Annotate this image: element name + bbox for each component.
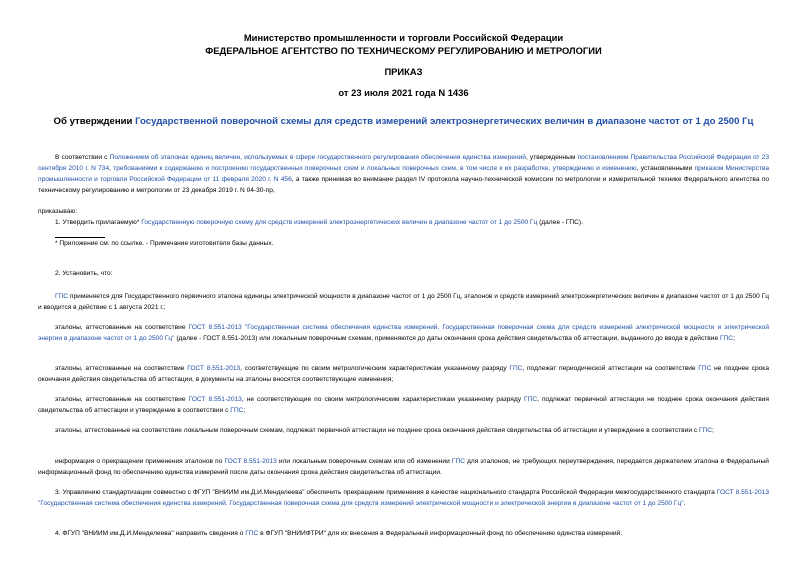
- preamble-paragraph: [38, 152, 769, 196]
- info-text: информация о прекращении применения эталонов по: [55, 458, 225, 465]
- info-text: для эталонов, не требующих переутверждения, передается держателем эталона в Федеральный информационный фонд по обеспечению единства измерений после даты окончания срока действия свидетельства об аттестации.: [38, 458, 769, 476]
- etalon-4-text: эталоны, аттестованные на соответствие локальным поверочным схемам, подлежат первичной аттестации не позднее срока окончания действия свидетельства об аттестации и утверждение в соответствии с: [55, 427, 699, 434]
- item-4: [55, 528, 622, 539]
- document-title: [0, 116, 807, 127]
- preamble-link-decree[interactable]: постановлением Правительства Российской Федерации от 23 сентября 2010 г. N 734: [38, 154, 769, 172]
- item-3: [38, 487, 769, 509]
- etalon-paragraph-4: [38, 425, 769, 436]
- preamble-text: , а также принимая во внимание раздел IV протокола научно-технической комиссии по метрологии и измерительной технике Федерального агентства по техническому регулированию и метрологии от 23 декабря 2019 г. N 04-30-пр,: [38, 176, 769, 194]
- etalon-2-text: , соответствующие по своим метрологическим характеристикам указанному разряду: [240, 365, 510, 372]
- gps-paragraph: [38, 291, 769, 313]
- etalon-4-text: ;: [712, 427, 714, 434]
- info-text: или локальным поверочным схемам или об изменении: [276, 458, 452, 465]
- gps-text: применяется для Государственного первичного эталона единицы электрической мощности в диапазоне частот от 1 до 2500 Гц, эталонов и средств измерений электроэнергетических величин в диапазоне частот от 1 до 2500 Гц и вводится в действие с 1 августа 2021 г.;: [38, 293, 769, 311]
- etalon-2-text: эталоны, аттестованные на соответствие: [55, 365, 188, 372]
- etalon-paragraph-2: [38, 363, 769, 385]
- etalon-paragraph-1: [38, 322, 769, 344]
- item-1-text: 1. Утвердить прилагаемую*: [55, 219, 142, 226]
- agency-name: ФЕДЕРАЛЬНОЕ АГЕНТСТВО ПО ТЕХНИЧЕСКОМУ РЕГУЛИРОВАНИЮ И МЕТРОЛОГИИ: [205, 45, 602, 56]
- item-3-text: 3. Управлению стандартизации совместно с ФГУП "ВНИИМ им.Д.И.Менделеева" обеспечить прекращение применения в качестве национального стандарта Российской Федерации межгосударственного стандарта: [55, 489, 717, 496]
- item-3-text: .: [683, 500, 686, 507]
- gps-link[interactable]: ГПС: [451, 458, 465, 465]
- gost-link[interactable]: ГОСТ 8.551-2013: [224, 458, 277, 465]
- preamble-text: , установленными: [636, 165, 695, 172]
- preamble-text: ,: [109, 165, 114, 172]
- gost-link[interactable]: ГОСТ 8.551-2013 "Государственная система обеспечения единства измерений. Государственная поверочная схема для средств измерений электрической мощности и электрической энергии в диапазоне частот от 1 до 2500 Гц": [38, 324, 769, 342]
- title-link[interactable]: Государственной поверочной схемы для средств измерений электроэнергетических величин в диапазоне частот от 1 до 2500 Гц: [135, 116, 754, 127]
- gps-link[interactable]: ГПС: [524, 396, 538, 403]
- gost-link[interactable]: ГОСТ 8.551-2013: [187, 365, 241, 372]
- gps-link[interactable]: ГПС: [509, 365, 523, 372]
- etalon-1-text: (далее - ГОСТ 8.551-2013) или локальным поверочным схемам, применяются до даты окончания срока действия свидетельства об аттестации, выданного до ввода в действие: [174, 335, 720, 342]
- item-4-text: 4. ФГУП "ВНИИМ им.Д.И.Менделеева" направить сведения о: [55, 530, 246, 537]
- document-type: ПРИКАЗ: [384, 66, 423, 77]
- document-date-number: от 23 июля 2021 года N 1436: [338, 87, 469, 98]
- gost-standard-link[interactable]: ГОСТ 8.551-2013 "Государственная система обеспечения единства измерений. Государственная поверочная схема для средств измерений электрической мощности и электрической энергии в диапазоне частот от 1 до 2500 Гц": [38, 489, 769, 507]
- preamble-link-requirements[interactable]: требованиями к содержанию и построению государственных поверочных схем и локальных поверочных схем, в том числе к их разработке, утверждению и изменению: [113, 165, 637, 172]
- etalon-1-text: эталоны, аттестованные на соответствие: [55, 324, 189, 331]
- gps-link[interactable]: ГПС: [698, 427, 713, 434]
- item-2: 2. Установить, что:: [55, 270, 113, 277]
- etalon-3-text: , подлежат первичной аттестации не позднее срока окончания действия свидетельства об аттестации и утверждение в соответствии с: [38, 396, 769, 414]
- preamble-text: В соответствии с: [55, 154, 110, 161]
- etalon-3-text: эталоны, аттестованные на соответствие: [55, 396, 189, 403]
- item-1-link[interactable]: Государственную поверочную схему для средств измерений электроэнергетических величин в диапазоне частот от 1 до 2500 Гц: [141, 219, 538, 226]
- etalon-2-text: , подлежат периодической аттестации на соответствие: [522, 365, 699, 372]
- etalon-1-text: ;: [733, 335, 735, 342]
- footnote: * Приложение см. по ссылке. - Примечание изготовителя базы данных.: [55, 240, 274, 247]
- gost-link[interactable]: ГОСТ 8.551-2013: [188, 396, 242, 403]
- order-word: приказываю:: [38, 208, 78, 215]
- gps-link[interactable]: ГПС: [245, 530, 259, 537]
- gps-link[interactable]: ГПС: [698, 365, 712, 372]
- preamble-text: , утвержденным: [525, 154, 578, 161]
- etalon-2-text: не позднее срока окончания действия свидетельства об аттестации, в документы на эталоны вносятся соответствующие изменения;: [38, 365, 769, 383]
- preamble-link-order[interactable]: приказом Министерства промышленности и торговли Российской Федерации от 11 февраля 2020 г. N 456: [38, 165, 770, 183]
- etalon-3-text: , не соответствующие по своим метрологическим характеристикам указанному разряду: [241, 396, 525, 403]
- etalon-3-text: ;: [243, 407, 246, 414]
- item-1-text: (далее - ГПС).: [537, 219, 583, 226]
- ministry-name: Министерство промышленности и торговли Российской Федерации: [243, 32, 564, 43]
- gps-link[interactable]: ГПС: [55, 293, 69, 300]
- gps-link[interactable]: ГПС: [230, 407, 244, 414]
- item-4-text: в ФГУП "ВНИИФТРИ" для их внесения в Федеральный информационный фонд по обеспечению единства измерений.: [258, 530, 623, 537]
- title-prefix: Об утверждении: [53, 116, 136, 127]
- etalon-paragraph-3: [38, 394, 769, 416]
- item-1: [55, 217, 583, 228]
- preamble-link-regulation[interactable]: Положением об эталонах единиц величин, используемых в сфере государственного регулирования обеспечения единства измерений: [109, 154, 526, 161]
- info-paragraph: [38, 456, 769, 478]
- gps-link[interactable]: ГПС: [720, 335, 734, 342]
